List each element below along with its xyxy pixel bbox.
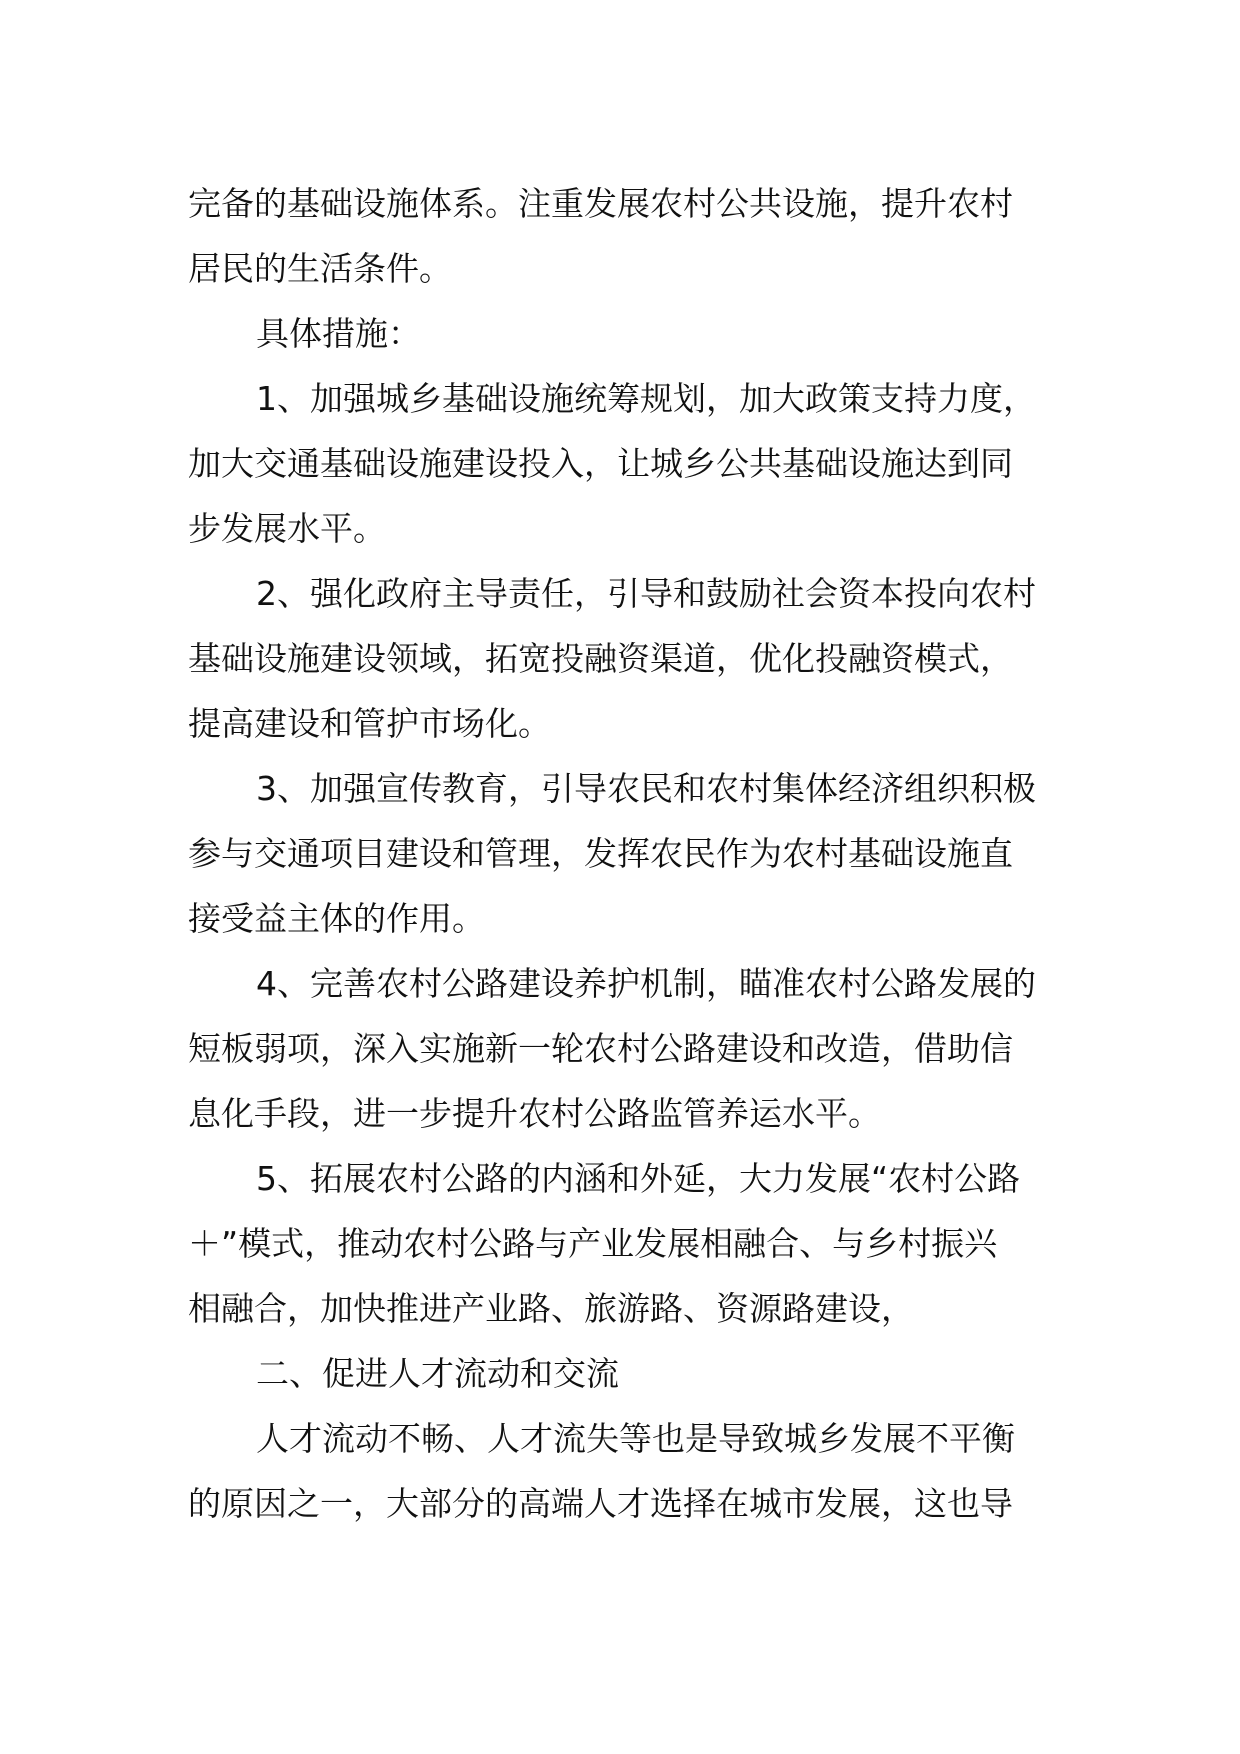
text-line: ＋”模式，推动农村公路与产业发展相融合、与乡村振兴 [188, 1224, 998, 1263]
text-line: 相融合，加快推进产业路、旅游路、资源路建设， [188, 1289, 914, 1328]
section-heading: 二、促进人才流动和交流 [256, 1354, 619, 1393]
text-line: 2、强化政府主导责任，引导和鼓励社会资本投向农村 [256, 574, 1036, 613]
text-line: 3、加强宣传教育，引导农民和农村集体经济组织积极 [256, 769, 1036, 808]
text-line: 接受益主体的作用。 [188, 899, 485, 938]
text-line: 居民的生活条件。 [188, 249, 452, 288]
text-line: 完备的基础设施体系。注重发展农村公共设施，提升农村 [188, 184, 1013, 223]
document-body [188, 171, 1068, 1536]
text-line: 提高建设和管护市场化。 [188, 704, 551, 743]
text-line: 短板弱项，深入实施新一轮农村公路建设和改造，借助信 [188, 1029, 1013, 1068]
text-line: 4、完善农村公路建设养护机制，瞄准农村公路发展的 [256, 964, 1036, 1003]
text-line: 人才流动不畅、人才流失等也是导致城乡发展不平衡 [256, 1419, 1015, 1458]
text-line: 基础设施建设领域，拓宽投融资渠道，优化投融资模式， [188, 639, 1013, 678]
text-line: 参与交通项目建设和管理，发挥农民作为农村基础设施直 [188, 834, 1013, 873]
measures-heading: 具体措施： [256, 314, 421, 353]
text-line: 1、加强城乡基础设施统筹规划，加大政策支持力度， [256, 379, 1036, 418]
text-line: 息化手段，进一步提升农村公路监管养运水平。 [188, 1094, 881, 1133]
text-line: 的原因之一，大部分的高端人才选择在城市发展，这也导 [188, 1484, 1013, 1523]
text-line: 加大交通基础设施建设投入，让城乡公共基础设施达到同 [188, 444, 1013, 483]
text-line: 5、拓展农村公路的内涵和外延，大力发展“农村公路 [256, 1159, 1021, 1198]
text-line: 步发展水平。 [188, 509, 386, 548]
